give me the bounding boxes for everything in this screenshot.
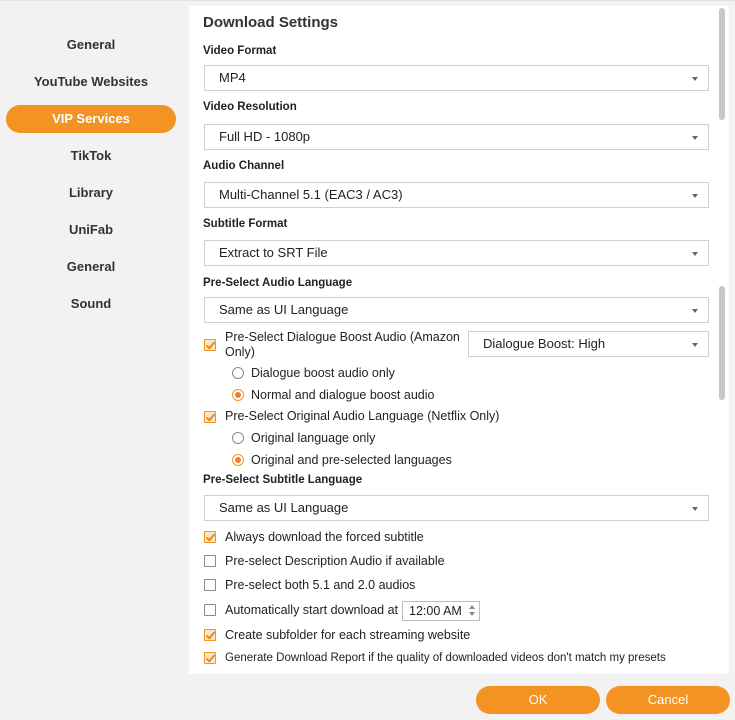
both-audios-label: Pre-select both 5.1 and 2.0 audios — [225, 578, 416, 592]
chevron-down-icon — [692, 343, 698, 347]
both-audios-checkbox[interactable] — [204, 579, 216, 591]
ok-button[interactable]: OK — [476, 686, 600, 714]
radio-original-language-only-label: Original language only — [251, 431, 376, 445]
video-resolution-value: Full HD - 1080p — [219, 129, 311, 144]
sidebar-item-unifab[interactable]: UniFab — [68, 222, 114, 237]
chevron-down-icon — [692, 309, 698, 313]
subtitle-format-value: Extract to SRT File — [219, 245, 328, 260]
sidebar-item-general[interactable]: General — [66, 37, 116, 52]
chevron-down-icon — [692, 77, 698, 81]
sidebar-item-library[interactable]: Library — [68, 185, 114, 200]
dialogue-boost-label: Pre-Select Dialogue Boost Audio (Amazon Only) — [225, 330, 460, 359]
settings-panel — [189, 6, 729, 674]
original-audio-checkbox[interactable] — [204, 411, 216, 423]
dialogue-boost-select[interactable] — [468, 331, 709, 357]
cancel-button[interactable]: Cancel — [606, 686, 730, 714]
subtitle-language-value: Same as UI Language — [219, 500, 349, 515]
spin-down-icon[interactable] — [469, 612, 475, 616]
radio-original-language-only[interactable] — [232, 432, 244, 444]
sidebar-item-vip-services[interactable]: VIP Services — [6, 105, 176, 133]
radio-normal-and-dialogue-boost-label: Normal and dialogue boost audio — [251, 388, 435, 402]
radio-dialogue-boost-only[interactable] — [232, 367, 244, 379]
video-resolution-select[interactable] — [204, 124, 709, 150]
radio-normal-and-dialogue-boost[interactable] — [232, 389, 244, 401]
radio-original-and-preselected[interactable] — [232, 454, 244, 466]
subtitle-language-label: Pre-Select Subtitle Language — [203, 474, 363, 486]
chevron-down-icon — [692, 252, 698, 256]
scrollbar-thumb-top[interactable] — [719, 8, 725, 120]
time-spinner[interactable] — [469, 605, 476, 617]
radio-original-and-preselected-label: Original and pre-selected languages — [251, 453, 452, 467]
download-report-label: Generate Download Report if the quality of downloaded videos don't match my presets — [225, 652, 666, 664]
video-format-value: MP4 — [219, 70, 246, 85]
spin-up-icon[interactable] — [469, 605, 475, 609]
audio-channel-value: Multi-Channel 5.1 (EAC3 / AC3) — [219, 187, 403, 202]
subtitle-language-select[interactable] — [204, 495, 709, 521]
original-audio-label: Pre-Select Original Audio Language (Netflix Only) — [225, 409, 500, 423]
subfolder-checkbox[interactable] — [204, 629, 216, 641]
chevron-down-icon — [692, 194, 698, 198]
page-title: Download Settings — [203, 14, 338, 31]
subtitle-format-select[interactable] — [204, 240, 709, 266]
audio-language-value: Same as UI Language — [219, 302, 349, 317]
chevron-down-icon — [692, 136, 698, 140]
forced-subtitle-label: Always download the forced subtitle — [225, 530, 424, 544]
sidebar-item-sound[interactable]: Sound — [70, 296, 112, 311]
start-time-input[interactable] — [402, 601, 480, 621]
sidebar — [0, 6, 188, 676]
audio-channel-label: Audio Channel — [203, 160, 285, 172]
chevron-down-icon — [692, 507, 698, 511]
video-format-select[interactable] — [204, 65, 709, 91]
subtitle-format-label: Subtitle Format — [203, 218, 288, 230]
dialogue-boost-value: Dialogue Boost: High — [483, 336, 606, 351]
sidebar-item-tiktok[interactable]: TikTok — [70, 148, 112, 163]
radio-dialogue-boost-only-label: Dialogue boost audio only — [251, 366, 395, 380]
start-time-value: 12:00 AM — [409, 604, 462, 618]
audio-language-label: Pre-Select Audio Language — [203, 277, 353, 289]
forced-subtitle-checkbox[interactable] — [204, 531, 216, 543]
description-audio-checkbox[interactable] — [204, 555, 216, 567]
subfolder-label: Create subfolder for each streaming website — [225, 628, 471, 642]
auto-start-checkbox[interactable] — [204, 604, 216, 616]
dialog-footer — [0, 676, 735, 720]
description-audio-label: Pre-select Description Audio if available — [225, 554, 445, 568]
download-report-checkbox[interactable] — [204, 652, 216, 664]
audio-channel-select[interactable] — [204, 182, 709, 208]
scrollbar-thumb[interactable] — [719, 286, 725, 400]
sidebar-item-general-2[interactable]: General — [66, 259, 116, 274]
auto-start-label: Automatically start download at — [225, 603, 399, 617]
video-format-label: Video Format — [203, 45, 277, 57]
dialogue-boost-checkbox[interactable] — [204, 339, 216, 351]
scrollbar[interactable] — [717, 6, 727, 674]
audio-language-select[interactable] — [204, 297, 709, 323]
video-resolution-label: Video Resolution — [203, 101, 297, 113]
sidebar-item-youtube-websites[interactable]: YouTube Websites — [33, 74, 149, 89]
